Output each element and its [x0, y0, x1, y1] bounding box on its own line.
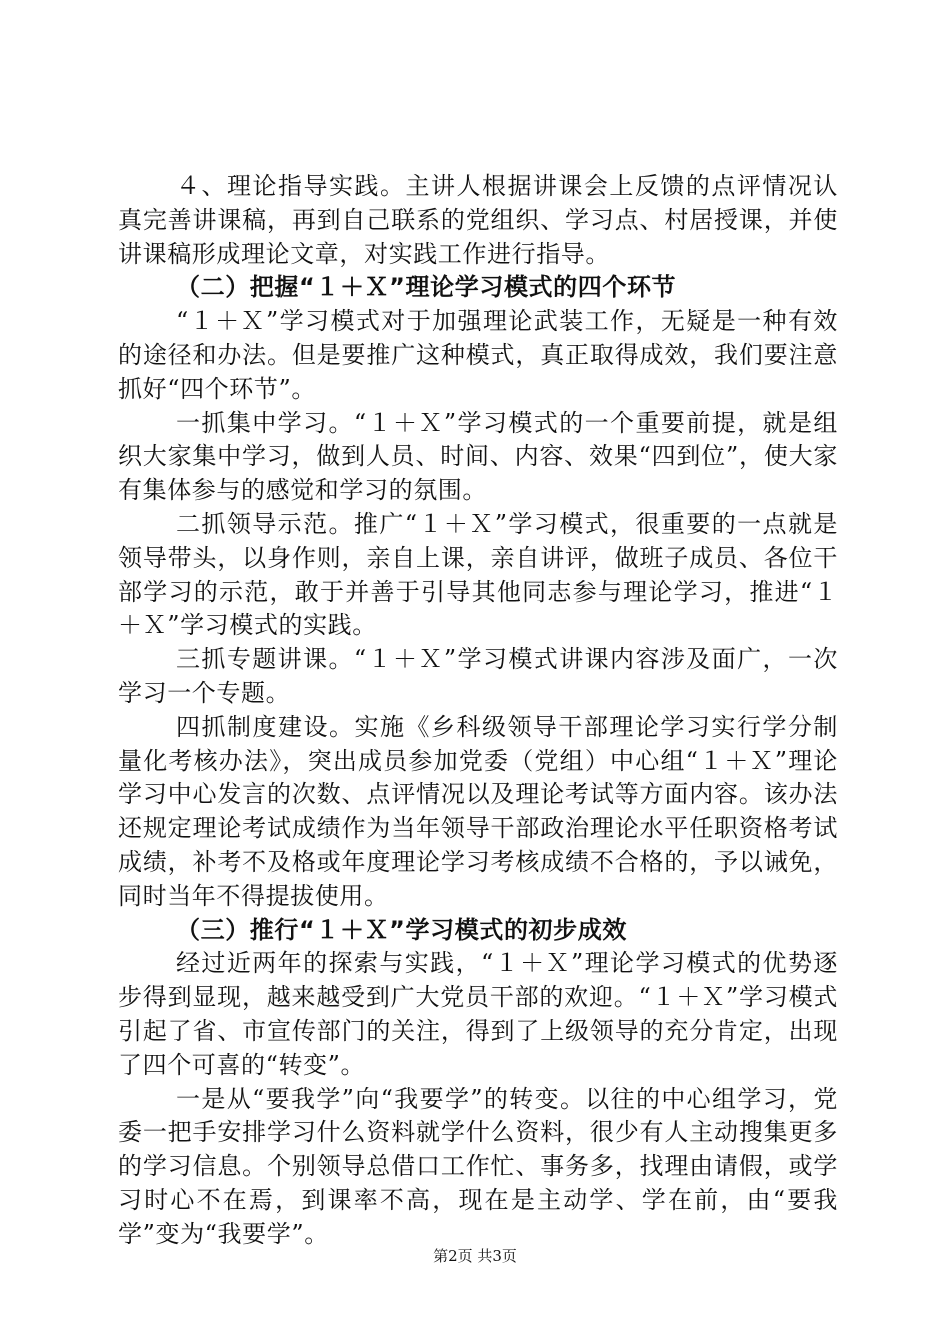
paragraph-exploration-practice: 经过近两年的探索与实践，“１＋Ｘ”理论学习模式的优势逐步得到显现，越来越受到广大党员干部的欢迎。“１＋Ｘ”学习模式引起了省、市宣传部门的关注，得到了上级领导的充分肯定，出现了四个可喜的“转变”。 [118, 949, 838, 1079]
page-number-footer: 第2页 共3页 [433, 1247, 517, 1265]
paragraph-system-building: 四抓制度建设。实施《乡科级领导干部理论学习实行学分制量化考核办法》，突出成员参加党委（党组）中心组“１＋Ｘ”理论学习中心发言的次数、点评情况以及理论考试等方面内容。该办法还规定理论考试成绩作为当年领导干部政治理论水平任职资格考试成绩，补考不及格或年度理论学习考核成绩不合格的，予以诫免，同时当年不得提拔使用。 [118, 712, 838, 910]
paragraph-theory-guides-practice: ４、理论指导实践。主讲人根据讲课会上反馈的点评情况认真完善讲课稿，再到自己联系的党组织、学习点、村居授课，并使讲课稿形成理论文章，对实践工作进行指导。 [118, 172, 838, 268]
document-body [118, 170, 838, 1252]
paragraph-focused-study: 一抓集中学习。“１＋Ｘ”学习模式的一个重要前提，就是组织大家集中学习，做到人员、时间、内容、效果“四到位”，使大家有集体参与的感觉和学习的氛围。 [118, 408, 838, 505]
paragraph-leader-demonstration: 二抓领导示范。推广“１＋Ｘ”学习模式，很重要的一点就是领导带头，以身作则，亲自上课，亲自讲评，做班子成员、各位干部学习的示范，敢于并善于引导其他同志参与理论学习，推进“１＋Ｘ”学习模式的实践。 [118, 509, 838, 640]
paragraph-want-to-learn: 一是从“要我学”向“我要学”的转变。以往的中心组学习，党委一把手安排学习什么资料就学什么资料，很少有人主动搜集更多的学习信息。个别领导总借口工作忙、事务多，找理由请假，或学习时心不在焉，到课率不高，现在是主动学、学在前，由“要我学”变为“我要学”。 [118, 1084, 838, 1248]
paragraph-learning-mode-intro: “１＋Ｘ”学习模式对于加强理论武装工作，无疑是一种有效的途径和办法。但是要推广这种模式，真正取得成效，我们要注意抓好“四个环节”。 [118, 307, 838, 403]
section-heading-initial-results: （三）推行“１＋Ｘ”学习模式的初步成效 [176, 915, 627, 944]
section-heading-four-links: （二）把握“１＋Ｘ”理论学习模式的四个环节 [176, 273, 677, 302]
paragraph-topic-lectures: 三抓专题讲课。“１＋Ｘ”学习模式讲课内容涉及面广，一次学习一个专题。 [118, 645, 838, 707]
